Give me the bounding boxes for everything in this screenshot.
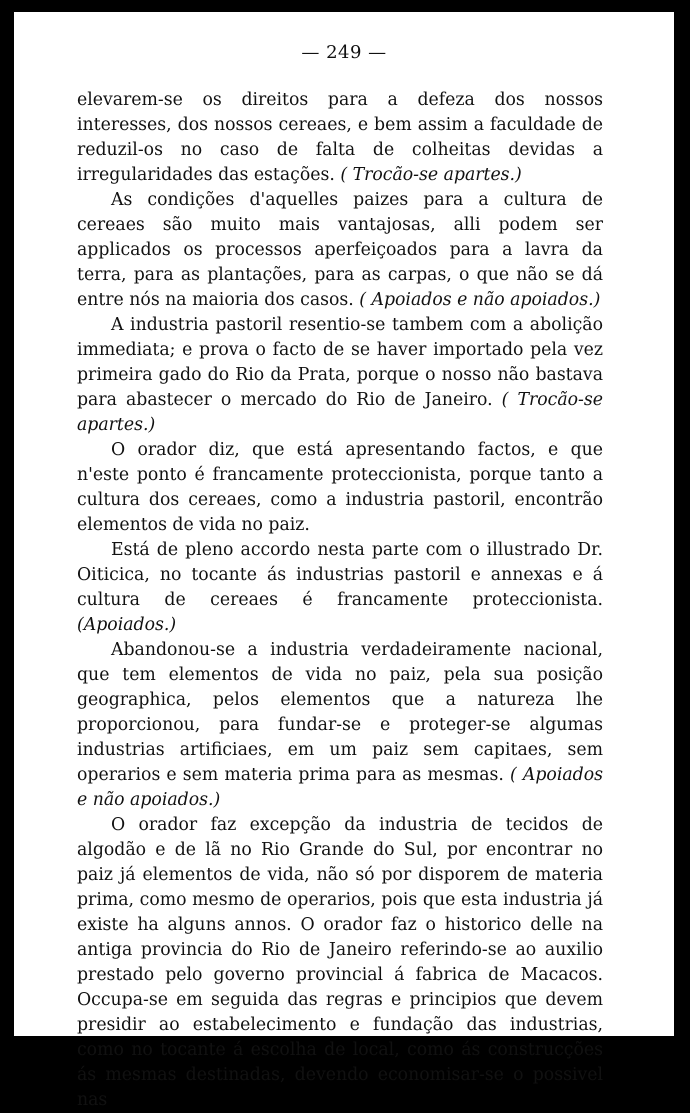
paragraph-7 (77, 813, 603, 1113)
paragraph-1-text: elevarem-se os direitos para a defeza dos nossos interesses, dos nossos cereaes, e bem assim a faculdade de reduzil-os no caso de falta de colheitas devidas a irregularidades das estações. (77, 90, 603, 185)
paragraph-3-text: A industria pastoril resentio-se tambem com a abolição immediata; e prova o facto de se haver importado pela vez primeira gado do Rio da Prata, porque o nosso não bastava para abastecer o mercado do Rio de Janeiro. (77, 315, 603, 410)
page-number: — 249 — (301, 42, 387, 63)
paragraph-4 (77, 438, 603, 538)
paragraph-6-text: Abandonou-se a industria verdadeiramente nacional, que tem elementos de vida no paiz, pela sua posição geographica, pelos elementos que a natureza lhe proporcionou, para fundar-se e proteger-se algumas industrias artificiaes, em um paiz sem capitaes, sem operarios e sem materia prima para as mesmas. (77, 640, 603, 785)
paragraph-1-aside: ( Trocão-se apartes.) (340, 165, 522, 185)
paragraph-1 (77, 88, 603, 188)
paragraph-2-text: As condições d'aquelles paizes para a cultura de cereaes são muito mais vantajosas, alli podem ser applicados os processos aperfeiçoados para a lavra da terra, para as plantações, para as carpas, o que não se dá entre nós na maioria dos casos. (77, 190, 603, 310)
paragraph-3-aside: ( Trocão-se apartes.) (77, 390, 603, 435)
paragraph-6-aside: ( Apoiados e não apoiados.) (77, 765, 603, 810)
book-page (14, 12, 674, 1110)
paragraph-2-aside: ( Apoiados e não apoiados.) (359, 290, 601, 310)
paragraph-6 (77, 638, 603, 813)
paragraph-7-text: O orador faz excepção da industria de tecidos de algodão e de lã no Rio Grande do Sul, por encontrar no paiz já elementos de vida, não só por disporem de materia prima, como mesmo de operarios, pois que esta industria já existe ha alguns annos. O orador faz o historico delle na antiga provincia do Rio de Janeiro referindo-se ao auxilio prestado pelo governo provincial á fabrica de Macacos. Occupa-se em seguida das regras e principios que devem presidir ao estabelecimento e fundação das industrias, como no tocante á escolha de local, como ás construcções ás mesmas destinadas, devendo economisar-se o possivel nas (77, 815, 603, 1110)
paragraph-2 (77, 188, 603, 313)
paragraph-5-aside: (Apoiados.) (77, 615, 177, 635)
paragraph-5 (77, 538, 603, 638)
paragraph-5-text: Está de pleno accordo nesta parte com o illustrado Dr. Oiticica, no tocante ás industrias pastoril e annexas e á cultura de cereaes é francamente proteccionista. (77, 540, 603, 610)
body-text (77, 88, 603, 1113)
paragraph-3 (77, 313, 603, 438)
paragraph-4-text: O orador diz, que está apresentando factos, e que n'este ponto é francamente proteccionista, porque tanto a cultura dos cereaes, como a industria pastoril, encontrão elementos de vida no paiz. (77, 440, 603, 535)
